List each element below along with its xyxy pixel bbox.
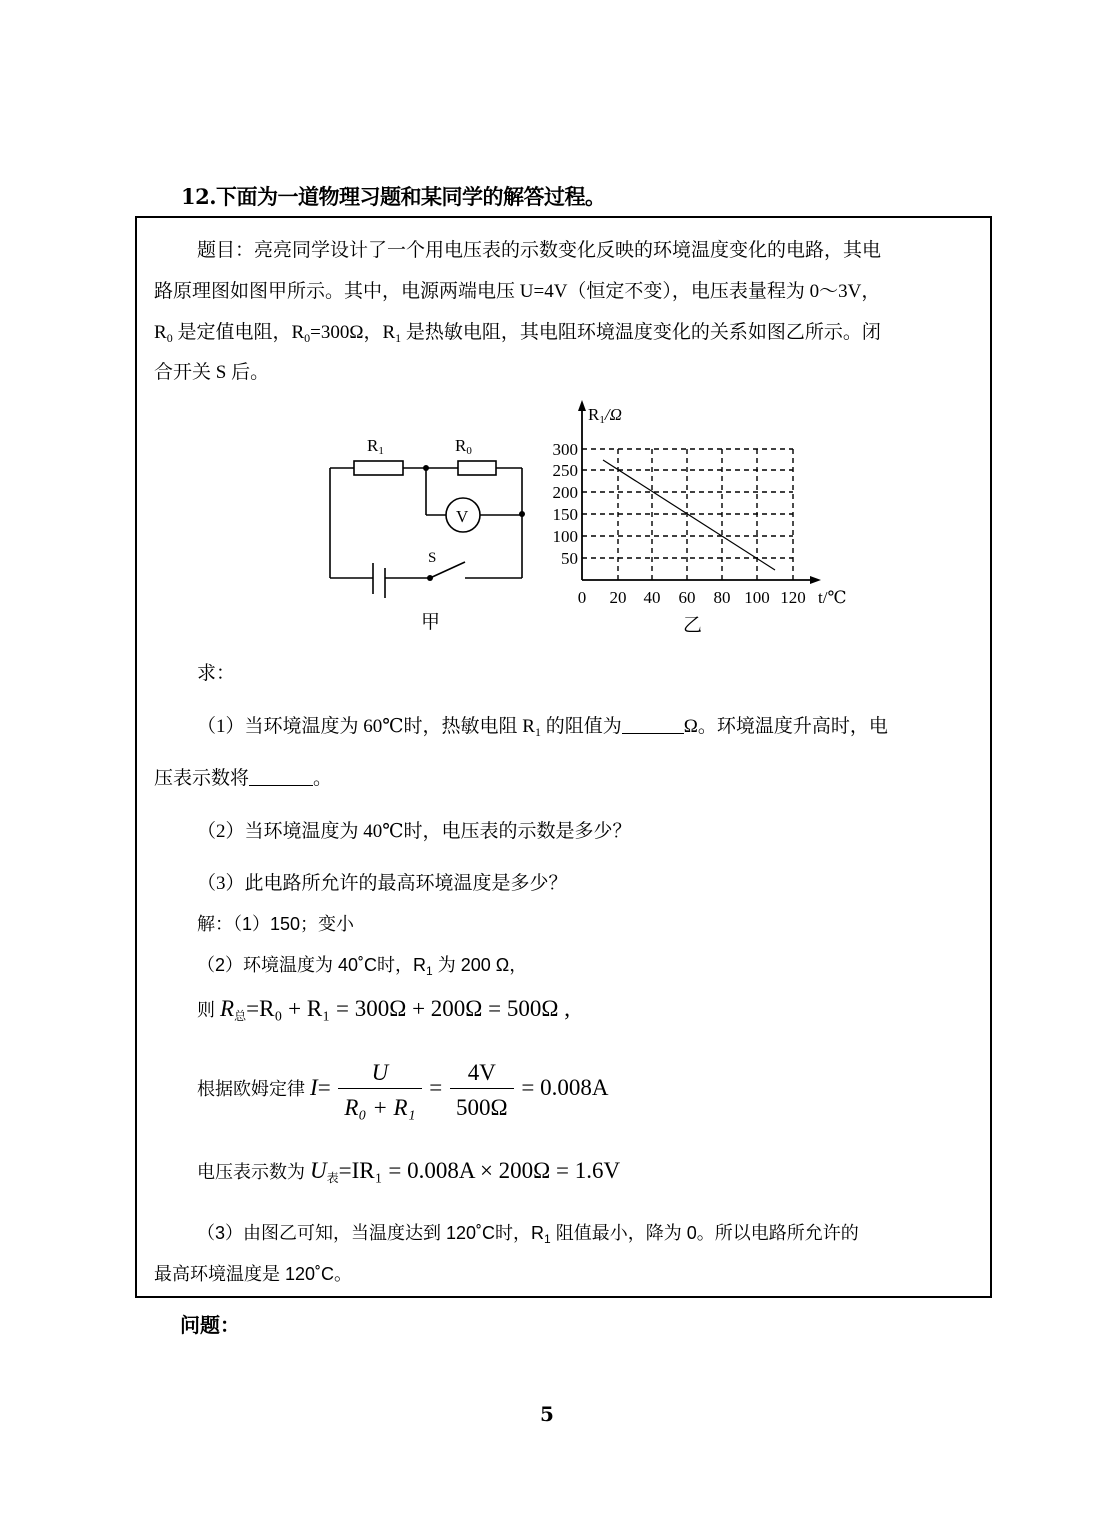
question-3: （3）此电路所允许的最高环境温度是多少？: [197, 873, 568, 894]
question-heading: 12.下面为一道物理习题和某同学的解答过程。: [181, 184, 606, 209]
svg-text:0: 0: [577, 588, 587, 607]
page-number: 5: [540, 1402, 554, 1426]
resistor-r1: [354, 461, 403, 475]
svg-text:100: 100: [552, 527, 578, 546]
solution-part-1: 解：（1）150；变小: [197, 914, 355, 934]
figure-caption-jia: 甲: [421, 611, 441, 633]
answer-blank-2[interactable]: [249, 767, 313, 786]
solution-total-resistance: 则 $R_总=R_0 + R_1 = 300\Omega + 200\Omega = 500\Omega$ ,: [197, 996, 570, 1023]
solution-part-3-line-1: （3）由图乙可知，当温度达到 120˚C时，$R_1$ 阻值最小，降为 0。所以电路所允许的: [197, 1223, 859, 1246]
svg-text:60: 60: [678, 588, 696, 607]
question-1-line-2: 压表示数将 。: [154, 768, 333, 789]
svg-text:50: 50: [561, 549, 578, 568]
solution-current: 根据欧姆定律 I= $\frac{U}{\text{R₀ + R₁}}$ = $\frac{4V}{500\Omega}$ = 0.008A: [197, 1060, 609, 1120]
question-prompt-label: 问题：: [180, 1313, 240, 1337]
figure-caption-yi: 乙: [683, 614, 703, 636]
svg-text:40: 40: [643, 588, 661, 607]
svg-text:200: 200: [552, 483, 578, 502]
problem-line-3: $R_0$ 是定值电阻，$R_0=300\Omega$，$R_1$ 是热敏电阻，其电阻环境温度变化的关系如图乙所示。闭: [154, 322, 881, 345]
ask-label: 求：: [197, 663, 236, 684]
svg-text:120: 120: [780, 588, 806, 607]
problem-line-2: 路原理图如图甲所示。其中，电源两端电压 U=4V（恒定不变），电压表量程为 0～3V，: [154, 281, 881, 302]
resistance-temperature-graph: [535, 395, 860, 610]
svg-text:150: 150: [552, 505, 578, 524]
solution-part-2-intro: （2）环境温度为 40˚C时，$R_1$ 为 200 Ω，: [197, 955, 528, 978]
svg-text:250: 250: [552, 461, 578, 480]
resistor-r0: [458, 461, 496, 475]
svg-text:20: 20: [609, 588, 627, 607]
fraction-values: $\frac{4V}{500\Omega}$: [450, 1060, 514, 1121]
svg-text:100: 100: [744, 588, 770, 607]
x-axis-label: t/℃: [818, 588, 847, 607]
problem-line-4: 合开关 S 后。: [154, 362, 270, 383]
y-axis-label: R1/Ω: [588, 405, 622, 426]
circuit-diagram: [320, 425, 535, 600]
switch-label: S: [428, 550, 437, 566]
fraction-ohms-law: $\frac{U}{\text{R₀ + R₁}}$: [338, 1060, 421, 1121]
svg-text:80: 80: [713, 588, 731, 607]
voltmeter-label: V: [456, 507, 469, 526]
answer-blank-1[interactable]: [622, 715, 684, 734]
r1-label: R1: [367, 436, 384, 457]
r0-label: R0: [455, 436, 472, 457]
solution-part-3-line-2: 最高环境温度是 120˚C。: [154, 1264, 353, 1284]
svg-text:300: 300: [552, 440, 578, 459]
solution-voltage: 电压表示数为 $U_表=IR_1 = 0.008A \times 200\Omega = 1.6V$: [197, 1158, 621, 1185]
problem-line-1: 题目：亮亮同学设计了一个用电压表的示数变化反映的环境温度变化的电路，其电: [197, 240, 882, 261]
r1-curve: [603, 460, 775, 570]
question-2: （2）当环境温度为 40℃时，电压表的示数是多少？: [197, 821, 632, 842]
question-1-line-1: （1）当环境温度为 60℃时，热敏电阻 $R_1$ 的阻值为 Ω。环境温度升高时，电: [197, 716, 888, 739]
